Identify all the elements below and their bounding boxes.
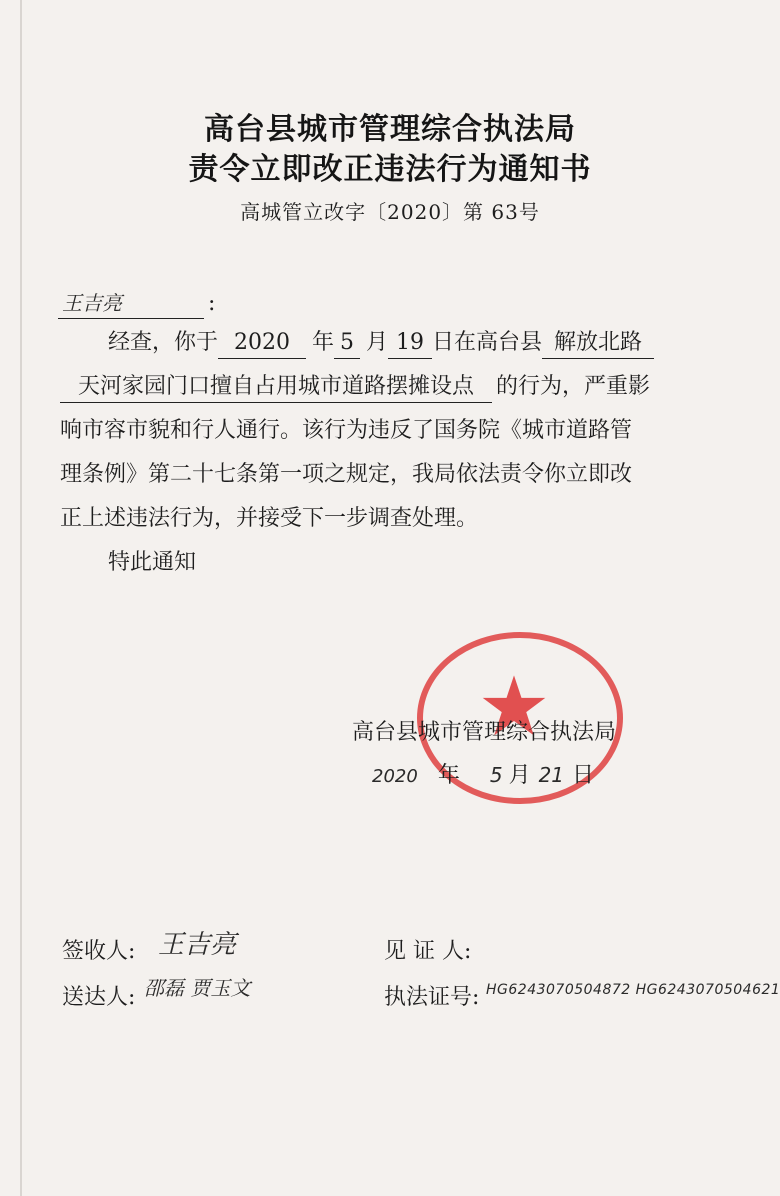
enforcement-numbers: HG6243070504872 HG6243070504621 [486, 982, 780, 998]
witness-label: 见 证 人: [384, 939, 472, 964]
issuer-name: 高台县城市管理综合执法局 [352, 720, 617, 745]
recipient-colon: : [208, 291, 216, 316]
receiver-label: 签收人: [62, 939, 136, 964]
issue-day-label: 日 [572, 763, 595, 788]
title-agency: 高台县城市管理综合执法局 [204, 112, 576, 147]
body-text: 的行为，严重影 [496, 374, 651, 399]
body-text: 经查，你于 [108, 330, 219, 355]
violation-day: 19 [388, 328, 432, 359]
violation-place-street: 解放北路 [542, 328, 654, 359]
issue-date [372, 760, 594, 792]
enforcement-label: 执法证号: [384, 985, 480, 1010]
body-line-5: 正上述违法行为，并接受下一步调查处理。 [60, 506, 479, 531]
issue-month-label: 月 [508, 763, 531, 788]
violation-place-detail: 天河家园门口擅自占用城市道路摆摊设点 [60, 372, 492, 403]
violation-year: 2020 [218, 328, 306, 359]
issue-year-label: 年 [437, 763, 460, 788]
body-line-1 [108, 328, 654, 359]
title-notice: 责令立即改正违法行为通知书 [188, 152, 592, 187]
closing-text: 特此通知 [108, 550, 197, 575]
receiver-signature: 王吉亮 [158, 930, 237, 960]
recipient-line [58, 288, 215, 319]
body-text: 月 [366, 330, 389, 355]
document-number: 高城管立改字〔2020〕第 63号 [240, 200, 540, 224]
deliverer-label: 送达人: [62, 985, 136, 1010]
body-text: 日在高台县 [432, 330, 543, 355]
recipient-name: 王吉亮 [58, 288, 204, 319]
issue-year: 2020 [372, 766, 418, 787]
body-line-4: 理条例》第二十七条第一项之规定，我局依法责令你立即改 [60, 462, 633, 487]
violation-month: 5 [334, 328, 360, 359]
body-line-3: 响市容市貌和行人通行。该行为违反了国务院《城市道路管 [60, 418, 633, 443]
deliverer-signatures: 邵磊 贾玉文 [144, 976, 251, 1000]
body-text: 年 [312, 330, 335, 355]
body-line-2 [60, 372, 650, 403]
issue-day: 21 [538, 763, 565, 787]
issue-month: 5 [489, 763, 503, 787]
